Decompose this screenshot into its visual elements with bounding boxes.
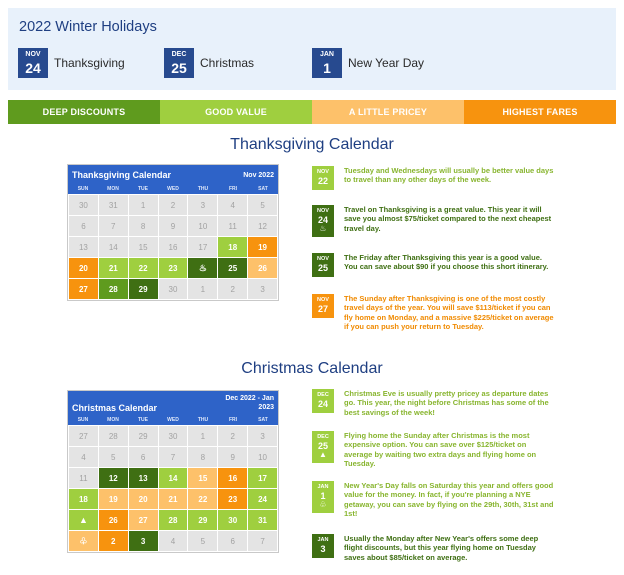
glasses-icon: ♧: [79, 535, 88, 546]
calendar-header: [68, 165, 278, 185]
christmas-section-title: Christmas Calendar: [241, 360, 383, 377]
calendar-day: 6: [129, 447, 158, 467]
tip-text: Tuesday and Wednesdays will usually be better value days to travel than any other days of the week.: [344, 166, 554, 185]
calendar-day: 28: [99, 279, 128, 299]
calendar-header: [68, 391, 278, 416]
calendar-day: 17: [188, 237, 217, 257]
calendar-day: 16: [159, 237, 188, 257]
holiday-name: Thanksgiving: [54, 56, 125, 70]
calendar-day: 26: [99, 510, 128, 530]
calendar-day: 10: [248, 447, 277, 467]
travel-tip: [312, 534, 554, 562]
weekday-label: SUN: [77, 417, 89, 423]
calendar-day: 25: [218, 258, 247, 278]
calendar-range: Nov 2022: [243, 172, 274, 179]
travel-tip: [312, 431, 554, 469]
calendar-day: 17: [248, 468, 277, 488]
calendar-day: 13: [69, 237, 98, 257]
weekday-label: TUE: [138, 417, 148, 423]
badge-month: NOV: [317, 297, 329, 303]
weekday-label: MON: [107, 186, 119, 192]
badge-month: NOV: [317, 208, 329, 214]
date-badge: [312, 534, 334, 558]
date-badge: [312, 205, 334, 237]
weekday-label: SAT: [258, 417, 268, 423]
calendar-day: 14: [159, 468, 188, 488]
calendar-day: 5: [188, 531, 217, 551]
calendar-day: 20: [69, 258, 98, 278]
calendar-day: 23: [159, 258, 188, 278]
badge-day: 24: [25, 60, 41, 76]
badge-day: 1: [323, 60, 331, 76]
calendar-range-line: 2023: [258, 404, 274, 411]
tip-text: Christmas Eve is usually pretty pricey as departure dates go. This year, the night before Christmas has some of the best savings of the week!: [344, 389, 549, 417]
calendar-day: 1: [188, 426, 217, 446]
calendar-day: 11: [69, 468, 98, 488]
calendar-day: 30: [218, 510, 247, 530]
calendar-day: 23: [218, 489, 247, 509]
tip-text: Usually the Monday after New Year's offers some deep flight discounts, but this year flying home on Tuesday saves about $85/ticket on average.: [344, 534, 539, 562]
badge-day: 24: [317, 215, 328, 225]
weekday-row: [68, 416, 278, 425]
calendar-day: 21: [159, 489, 188, 509]
weekday-label: TUE: [138, 186, 148, 192]
travel-tip: [312, 253, 554, 277]
calendar-day: 11: [218, 216, 247, 236]
calendar-day: 7: [159, 447, 188, 467]
date-badge: [18, 48, 48, 78]
holiday-name: New Year Day: [348, 56, 425, 70]
calendar-day: 30: [159, 279, 188, 299]
calendar-day: 4: [159, 531, 188, 551]
thanksgiving-calendar: [67, 164, 279, 301]
calendar-day: 2: [218, 279, 247, 299]
calendar-day-tree-icon: [69, 510, 98, 530]
badge-month: JAN: [317, 484, 329, 490]
badge-day: 25: [171, 60, 187, 76]
turkey-icon: ♨: [319, 224, 327, 233]
calendar-day: 1: [129, 195, 158, 215]
calendar-day: 3: [248, 426, 277, 446]
calendar-day: 30: [159, 426, 188, 446]
holidays-panel: [8, 8, 616, 90]
calendar-day: 2: [99, 531, 128, 551]
date-badge: [312, 166, 334, 190]
calendar-day: 27: [69, 426, 98, 446]
badge-month: NOV: [317, 169, 329, 175]
badge-month: JAN: [317, 537, 329, 543]
legend-deep-discounts: DEEP DISCOUNTS: [8, 100, 160, 124]
calendar-grid: [68, 425, 278, 552]
date-badge: [312, 253, 334, 277]
travel-tip: [312, 166, 554, 190]
calendar-day: 1: [188, 279, 217, 299]
thanksgiving-section-title: Thanksgiving Calendar: [230, 136, 394, 153]
badge-day: 1: [320, 491, 326, 501]
calendar-day: 2: [218, 426, 247, 446]
calendar-day-turkey-icon: [188, 258, 217, 278]
calendar-day: 2: [159, 195, 188, 215]
calendar-day: 5: [248, 195, 277, 215]
calendar-day: 19: [248, 237, 277, 257]
weekday-label: THU: [197, 186, 209, 192]
calendar-day: 13: [129, 468, 158, 488]
calendar-range-line: Dec 2022 - Jan: [225, 395, 274, 402]
calendar-day: 3: [248, 279, 277, 299]
calendar-range: [225, 394, 274, 412]
date-badge: [312, 48, 342, 78]
date-badge: [312, 481, 334, 513]
weekday-row: [68, 185, 278, 194]
calendar-day: 27: [69, 279, 98, 299]
calendar-day: 28: [99, 426, 128, 446]
legend-good-value: GOOD VALUE: [160, 100, 312, 124]
calendar-day: 30: [69, 195, 98, 215]
weekday-label: FRI: [228, 186, 238, 192]
calendar-day: 29: [129, 426, 158, 446]
calendar-title: Christmas Calendar: [72, 403, 158, 413]
date-badge: [312, 294, 334, 318]
badge-month: DEC: [317, 392, 329, 398]
holiday-new-year: [312, 48, 424, 78]
calendar-day: 3: [129, 531, 158, 551]
calendar-day: 4: [69, 447, 98, 467]
calendar-day: 7: [248, 531, 277, 551]
legend-a-little-pricey: A LITTLE PRICEY: [312, 100, 464, 124]
tip-text: Travel on Thanksgiving is a great value. This year it will save you almost $75/ticket compared to the next cheapest travel day.: [344, 205, 552, 233]
date-badge: [312, 389, 334, 413]
calendar-day: 26: [248, 258, 277, 278]
calendar-day: 4: [218, 195, 247, 215]
date-badge: [164, 48, 194, 78]
tip-text: New Year's Day falls on Saturday this year and offers good value for the money. In fact, if you're planning a NYE getaway, you can save by flying on the 29th, 30th, 31st and 1st!: [344, 481, 554, 519]
travel-tip: [312, 294, 554, 332]
calendar-day: 9: [218, 447, 247, 467]
christmas-calendar: [67, 390, 279, 553]
calendar-day: 15: [129, 237, 158, 257]
calendar-day: 8: [129, 216, 158, 236]
badge-month: NOV: [25, 51, 41, 58]
calendar-day: 28: [159, 510, 188, 530]
calendar-day: 27: [129, 510, 158, 530]
calendar-day: 14: [99, 237, 128, 257]
travel-tip: [312, 389, 554, 417]
price-legend: [8, 100, 616, 124]
holiday-christmas: [164, 48, 254, 78]
holiday-name: Christmas: [200, 56, 255, 70]
weekday-label: SUN: [77, 186, 89, 192]
glasses-icon: ♧: [319, 500, 327, 509]
tip-text: Flying home the Sunday after Christmas is the most expensive option. You can save over $125/ticket on average by waiting two extra days and flying home on Tuesday.: [344, 431, 537, 469]
calendar-day: 22: [188, 489, 217, 509]
calendar-day: 7: [99, 216, 128, 236]
calendar-day: 29: [188, 510, 217, 530]
calendar-day: 6: [69, 216, 98, 236]
calendar-day: 8: [188, 447, 217, 467]
calendar-day: 20: [129, 489, 158, 509]
weekday-label: WED: [167, 417, 179, 423]
calendar-day: 12: [99, 468, 128, 488]
calendar-day: 18: [69, 489, 98, 509]
badge-day: 27: [317, 304, 328, 314]
legend-highest-fares: HIGHEST FARES: [464, 100, 616, 124]
holiday-thanksgiving: [18, 48, 125, 78]
calendar-title: Thanksgiving Calendar: [72, 170, 172, 180]
calendar-day: 12: [248, 216, 277, 236]
tree-icon: ▲: [319, 450, 327, 459]
badge-day: 22: [317, 176, 328, 186]
calendar-day: 3: [188, 195, 217, 215]
weekday-label: MON: [107, 417, 119, 423]
turkey-icon: ♨: [198, 262, 207, 273]
badge-day: 25: [317, 263, 328, 273]
travel-tip: [312, 205, 554, 237]
calendar-day: 29: [129, 279, 158, 299]
weekday-label: WED: [167, 186, 179, 192]
calendar-day: 18: [218, 237, 247, 257]
calendar-day: 31: [99, 195, 128, 215]
badge-month: JAN: [319, 51, 334, 58]
calendar-day: 24: [248, 489, 277, 509]
tip-text: The Friday after Thanksgiving this year is a good value. You can save about $90 if you choose this short itinerary.: [344, 253, 549, 272]
weekday-label: SAT: [258, 186, 268, 192]
tree-icon: ▲: [78, 514, 88, 525]
calendar-day: 9: [159, 216, 188, 236]
calendar-grid: [68, 194, 278, 300]
badge-month: NOV: [317, 256, 329, 262]
badge-day: 24: [317, 399, 328, 409]
calendar-day-glasses-icon: [69, 531, 98, 551]
calendar-day: 5: [99, 447, 128, 467]
badge-day: 25: [317, 441, 328, 451]
weekday-label: FRI: [228, 417, 238, 423]
tip-text: The Sunday after Thanksgiving is one of the most costly travel days of the year. You will save $113/ticket if you can fly home on Monday, and a massive $225/ticket on average if you can push your return to Tuesday.: [344, 294, 554, 332]
calendar-day: 31: [248, 510, 277, 530]
badge-month: DEC: [317, 434, 329, 440]
badge-month: DEC: [171, 51, 187, 58]
travel-tip: [312, 481, 554, 519]
weekday-label: THU: [197, 417, 209, 423]
calendar-day: 22: [129, 258, 158, 278]
calendar-day: 15: [188, 468, 217, 488]
date-badge: [312, 431, 334, 463]
holidays-title: 2022 Winter Holidays: [19, 19, 157, 35]
calendar-day: 16: [218, 468, 247, 488]
calendar-day: 10: [188, 216, 217, 236]
badge-day: 3: [320, 544, 326, 554]
calendar-day: 19: [99, 489, 128, 509]
calendar-day: 6: [218, 531, 247, 551]
calendar-day: 21: [99, 258, 128, 278]
